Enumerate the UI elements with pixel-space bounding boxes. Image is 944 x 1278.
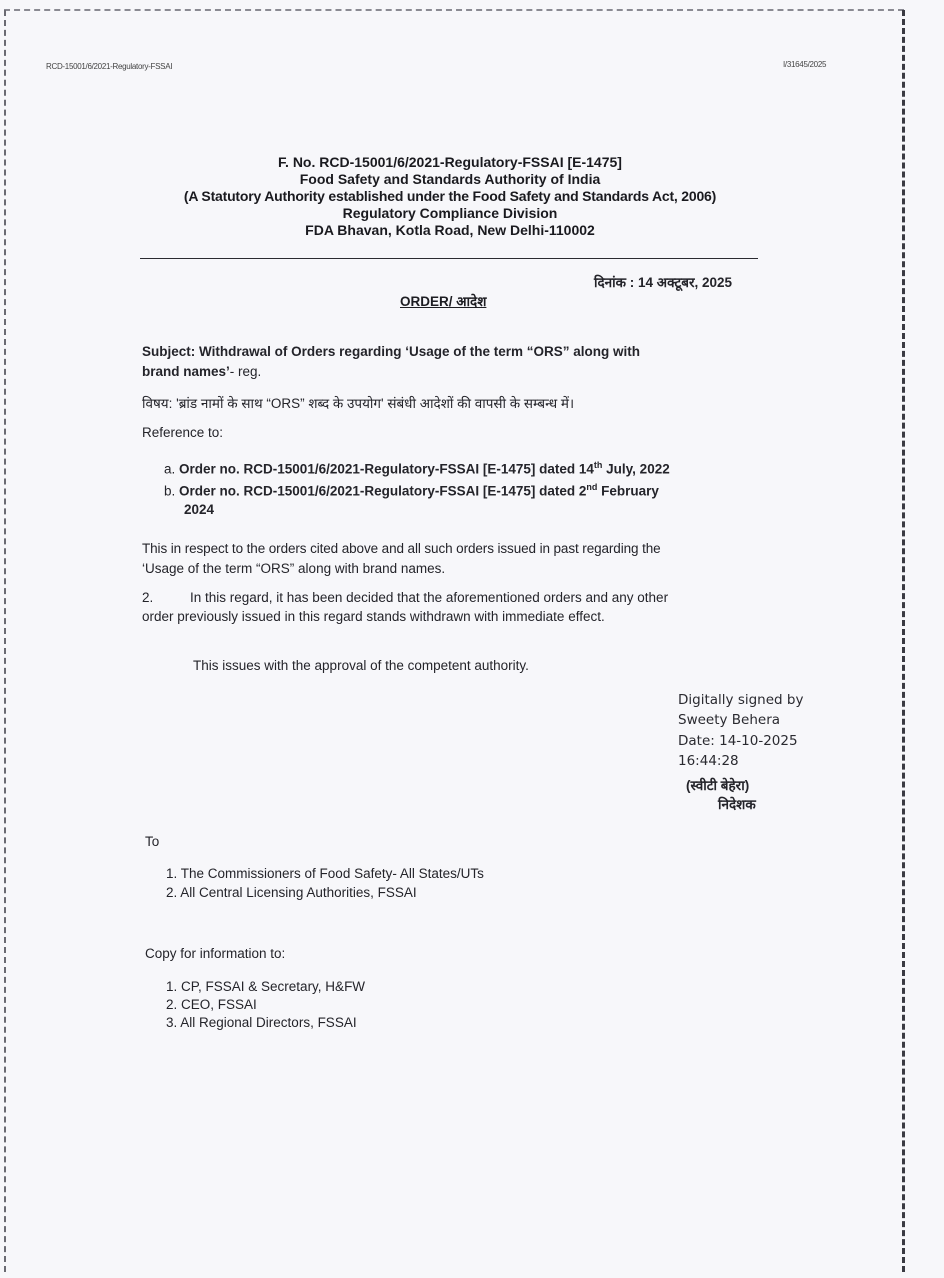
reference-label: Reference to:: [142, 425, 224, 440]
reference-marker: b.: [164, 483, 176, 499]
reference-text-end: July, 2022: [602, 461, 670, 477]
header-right-reference: I/31645/2025: [783, 60, 827, 69]
paragraph-2-line-2: order previously issued in this regard stands withdrawn with immediate effect.: [142, 609, 605, 624]
order-title: ORDER/ आदेश: [400, 294, 487, 309]
copy-recipient-item: 2. CEO, FSSAI: [166, 997, 257, 1012]
reference-marker: a.: [164, 461, 176, 477]
office-address: FDA Bhavan, Kotla Road, New Delhi-110002: [305, 222, 595, 238]
digital-signature-line-1: Digitally signed by: [678, 692, 804, 708]
paragraph-1-line-2: ‘Usage of the term “ORS” along with brand names.: [142, 561, 446, 576]
header-rule: [140, 258, 758, 259]
digital-signature-line-4: 16:44:28: [678, 753, 739, 769]
hindi-subject: विषय: 'ब्रांड नामों के साथ “ORS” शब्द के उपयोग' संबंधी आदेशों की वापसी के सम्बन्ध में।: [142, 396, 575, 411]
recipient-item: 2. All Central Licensing Authorities, FSSAI: [166, 885, 417, 900]
reference-item-b: [164, 482, 659, 499]
subject-text-2: brand names’: [142, 364, 230, 379]
signatory-designation-hindi: निदेशक: [718, 797, 756, 812]
subject-text-1: Withdrawal of Orders regarding ‘Usage of the term “ORS” along with: [199, 344, 640, 359]
reference-superscript: nd: [586, 482, 598, 492]
paragraph-1-line-1: This in respect to the orders cited above and all such orders issued in past regarding the: [142, 541, 661, 556]
subject-suffix: - reg.: [229, 364, 262, 379]
reference-text-end: February: [597, 483, 659, 499]
document-date: दिनांक : 14 अक्टूबर, 2025: [594, 275, 733, 290]
paragraph-2-number: 2.: [142, 590, 154, 605]
subject-line-2: [142, 364, 261, 379]
reference-superscript: th: [593, 460, 603, 470]
reference-item-b-year: 2024: [184, 502, 215, 517]
subject-line-1: [142, 344, 640, 359]
organization-description: (A Statutory Authority established under the Food Safety and Standards Act, 2006): [183, 188, 717, 204]
signatory-name-hindi: (स्वीटी बेहेरा): [686, 778, 750, 793]
digital-signature-line-2: Sweety Behera: [678, 712, 781, 728]
file-number: F. No. RCD-15001/6/2021-Regulatory-FSSAI [E-1475]: [278, 154, 622, 170]
scan-edge-right: [902, 10, 905, 1272]
scan-edge-left: [4, 10, 6, 1272]
recipient-item: 1. The Commissioners of Food Safety- All States/UTs: [166, 866, 484, 881]
organization-name: Food Safety and Standards Authority of India: [299, 171, 601, 187]
scan-edge-top: [4, 9, 904, 11]
copy-recipient-item: 3. All Regional Directors, FSSAI: [166, 1015, 357, 1030]
subject-label: Subject:: [142, 344, 196, 359]
approval-statement: This issues with the approval of the competent authority.: [193, 658, 529, 673]
reference-text: Order no. RCD-15001/6/2021-Regulatory-FSSAI [E-1475] dated 14: [179, 461, 594, 477]
copy-recipient-item: 1. CP, FSSAI & Secretary, H&FW: [166, 979, 366, 994]
division-name: Regulatory Compliance Division: [342, 205, 558, 221]
to-label: To: [145, 834, 160, 849]
paragraph-2-line-1: In this regard, it has been decided that the aforementioned orders and any other: [190, 590, 669, 605]
reference-text: Order no. RCD-15001/6/2021-Regulatory-FSSAI [E-1475] dated 2: [179, 483, 587, 499]
header-left-reference: RCD-15001/6/2021-Regulatory-FSSAI: [46, 62, 173, 71]
copy-label: Copy for information to:: [145, 946, 286, 961]
digital-signature-line-3: Date: 14-10-2025: [678, 733, 798, 749]
reference-item-a: [164, 460, 670, 477]
